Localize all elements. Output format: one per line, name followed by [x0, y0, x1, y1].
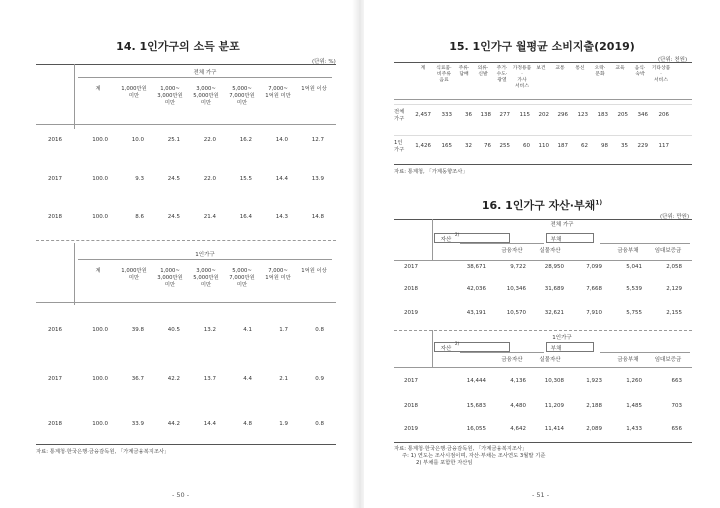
table14-cell: 9.3 — [135, 176, 144, 182]
table16-cell: 5,041 — [626, 264, 642, 270]
table14-col-header: 7,000~ 1억원 미만 — [265, 268, 291, 281]
table16-stub-divider-2 — [432, 330, 433, 367]
debt-label: 부채 — [550, 346, 562, 352]
table14-cell: 100.0 — [92, 176, 108, 182]
table15-cell: 36 — [465, 112, 472, 118]
table16-cell: 4,480 — [510, 403, 526, 409]
table14-cell: 44.2 — [167, 421, 180, 427]
table14-cell: 24.5 — [167, 214, 180, 220]
table16-cell: 16,055 — [466, 426, 486, 432]
table16-cell: 7,910 — [586, 310, 602, 316]
table16-cell: 28,950 — [544, 264, 564, 270]
table15-cell: 62 — [581, 143, 588, 149]
table16-cell: 703 — [671, 403, 682, 409]
table16-cell: 656 — [671, 426, 682, 432]
table14-col-header: 1,000~ 3,000만원 미만 — [157, 86, 183, 106]
table16-cell: 1,923 — [586, 378, 602, 384]
table16-unit: (단위: 만원) — [660, 214, 690, 220]
table14-col-header: 1,000만원 미만 — [121, 86, 147, 99]
table15-col-header: 기타상품· 서비스 — [651, 66, 671, 83]
table15-cell: 110 — [538, 143, 549, 149]
table15-cell: 35 — [621, 143, 628, 149]
table15-cell: 296 — [557, 112, 568, 118]
table16-year: 2018 — [404, 286, 418, 292]
fin-debt-label: 금융부채 — [617, 248, 639, 254]
table15-cell: 333 — [441, 112, 452, 118]
table14-cell: 21.4 — [203, 214, 216, 220]
lease-deposit-label: 임대보증금 — [654, 248, 682, 254]
table14-cell: 22.0 — [203, 137, 216, 143]
table16-cell: 1,485 — [626, 403, 642, 409]
table14-cell: 33.9 — [131, 421, 144, 427]
table15-cell: 138 — [480, 112, 491, 118]
table14-cell: 25.1 — [167, 137, 180, 143]
table15-cell: 187 — [557, 143, 568, 149]
table16-year: 2017 — [404, 264, 418, 270]
table14-cell: 2.1 — [279, 376, 288, 382]
table15-cell: 346 — [637, 112, 648, 118]
table15-cell: 60 — [523, 143, 530, 149]
table14-top-rule — [36, 64, 336, 65]
table16-title — [364, 197, 720, 213]
table15-cell: 277 — [499, 112, 510, 118]
table16-cell: 2,089 — [586, 426, 602, 432]
table15-row-rule — [394, 104, 692, 105]
table14-section2-label: 1인가구 — [195, 252, 215, 258]
table16-note-2: 2) 부채를 포함한 자산임 — [416, 460, 473, 466]
table16-cell: 38,671 — [466, 264, 486, 270]
table16-cell: 15,683 — [466, 403, 486, 409]
table14-year: 2017 — [48, 176, 62, 182]
debt-label: 부채 — [550, 237, 562, 243]
table14-cell: 0.8 — [315, 327, 324, 333]
table15-col-header: 음식· 숙박 — [634, 66, 646, 77]
table15-cell: 255 — [499, 143, 510, 149]
table16-cell: 14,444 — [466, 378, 486, 384]
table16-title-text: 16. 1인가구 자산·부채 — [481, 199, 596, 212]
table14-year: 2018 — [48, 214, 62, 220]
table14-cell: 16.4 — [239, 214, 252, 220]
table14-cell: 14.3 — [275, 214, 288, 220]
table14-cell: 16.2 — [239, 137, 252, 143]
assets-label: 자산 — [440, 237, 452, 243]
table16-cell: 43,191 — [466, 310, 486, 316]
table14-cell: 0.9 — [315, 376, 324, 382]
table15-cell: 205 — [617, 112, 628, 118]
table15-col-header: 통신 — [575, 66, 585, 71]
table14-cell: 40.5 — [167, 327, 180, 333]
table14-col-header: 1억원 이상 — [301, 86, 327, 92]
table14-col-header: 1억원 이상 — [301, 268, 327, 274]
table14-cell: 0.8 — [315, 421, 324, 427]
table14-cell: 10.0 — [131, 137, 144, 143]
table15-col-header: 오락· 문화 — [594, 66, 606, 77]
table14-group-rule-2 — [78, 259, 332, 260]
table16-cell: 9,722 — [510, 264, 526, 270]
real-assets-label: 실물자산 — [539, 248, 561, 254]
table15-col-header: 가정용품· 가사 서비스 — [512, 66, 532, 89]
table14-col-header: 계 — [95, 268, 101, 274]
table15-col-header: 교육 — [615, 66, 625, 71]
table14-cell: 4.1 — [243, 327, 252, 333]
debt-sub-rule — [600, 243, 690, 244]
table14-cell: 100.0 — [92, 137, 108, 143]
table14-year: 2016 — [48, 327, 62, 333]
table15-cell: 123 — [577, 112, 588, 118]
table14-cell: 100.0 — [92, 214, 108, 220]
table15-cell: 202 — [538, 112, 549, 118]
table16-cell: 4,136 — [510, 378, 526, 384]
table14-group-rule — [78, 77, 332, 78]
table14-cell: 8.6 — [135, 214, 144, 220]
left-page — [0, 0, 356, 508]
table15-cell: 206 — [658, 112, 669, 118]
table15-col-header: 식료품· 비주류 음료 — [436, 66, 452, 83]
table15-cell: 115 — [519, 112, 530, 118]
table16-year: 2017 — [404, 378, 418, 384]
table15-cell: 183 — [597, 112, 608, 118]
table15-cell: 76 — [484, 143, 491, 149]
table16-cell: 5,539 — [626, 286, 642, 292]
table15-source: 자료: 통계청, 「가계동향조사」 — [394, 169, 468, 175]
table14-col-header: 7,000~ 1억원 미만 — [265, 86, 291, 99]
table16-cell: 11,414 — [544, 426, 564, 432]
table14-cell: 14.8 — [311, 214, 324, 220]
lease-deposit-label: 임대보증금 — [654, 357, 682, 363]
table14-cell: 13.7 — [203, 376, 216, 382]
table15-title: 15. 1인가구 월평균 소비지출(2019) — [449, 40, 635, 53]
table14-col-header: 5,000~ 7,000만원 미만 — [229, 86, 255, 106]
table16-note-1: 주: 1) 연도는 조사시점이며, 자산·부채는 조사연도 3월말 기준 — [402, 453, 546, 459]
table15-row-label: 전체 가구 — [394, 109, 405, 122]
table16-cell: 2,155 — [666, 310, 682, 316]
table14-header2-bottom-rule — [36, 302, 336, 303]
table14-cell: 22.0 — [203, 176, 216, 182]
table16-cell: 32,621 — [544, 310, 564, 316]
table15-top-rule — [394, 62, 692, 63]
table16-cell: 2,188 — [586, 403, 602, 409]
table14-cell: 13.2 — [203, 327, 216, 333]
table16-year: 2019 — [404, 426, 418, 432]
fin-debt-label: 금융부채 — [617, 357, 639, 363]
page-number-right: - 51 - — [532, 491, 550, 499]
table15-col-header: 계 — [420, 66, 426, 71]
table14-section-divider — [36, 240, 336, 241]
table15-col-header: 의류· 신발 — [477, 66, 489, 77]
table14-cell: 4.8 — [243, 421, 252, 427]
table16-year: 2018 — [404, 403, 418, 409]
assets-sup: 2) — [454, 341, 460, 346]
table16-section1-label: 전체 가구 — [550, 222, 574, 228]
table15-header-rule — [394, 99, 692, 100]
table15-col-header: 주거· 수도· 광열 — [496, 66, 508, 83]
assets-label: 자산 — [440, 346, 452, 352]
table16-cell: 10,570 — [506, 310, 526, 316]
fin-assets-label: 금융자산 — [501, 248, 523, 254]
table14-cell: 39.8 — [131, 327, 144, 333]
table16-section-divider — [394, 330, 692, 331]
table16-cell: 42,036 — [466, 286, 486, 292]
table16-cell: 2,129 — [666, 286, 682, 292]
table15-col-header: 교통 — [555, 66, 565, 71]
table14-cell: 100.0 — [92, 327, 108, 333]
table14-source: 자료: 통계청·한국은행·금융감독원, 「가계금융복지조사」 — [36, 449, 170, 455]
table16-cell: 11,209 — [544, 403, 564, 409]
table14-col-header: 계 — [95, 86, 101, 92]
table15-row-rule — [394, 135, 692, 136]
table15-cell: 1,426 — [415, 143, 431, 149]
table14-cell: 42.2 — [167, 376, 180, 382]
table16-header2-rule — [394, 367, 692, 368]
table15-cell: 229 — [637, 143, 648, 149]
table14-year: 2017 — [48, 376, 62, 382]
table16-header-rule — [394, 260, 692, 261]
table16-stub-divider — [432, 219, 433, 260]
table15-cell: 32 — [465, 143, 472, 149]
table15-col-header: 주류· 담배 — [458, 66, 470, 77]
table14-year: 2016 — [48, 137, 62, 143]
table14-unit: (단위: %) — [312, 59, 336, 65]
table14-cell: 14.0 — [275, 137, 288, 143]
table16-cell: 4,642 — [510, 426, 526, 432]
table14-cell: 100.0 — [92, 376, 108, 382]
table16-cell: 1,433 — [626, 426, 642, 432]
table16-cell: 10,308 — [544, 378, 564, 384]
table15-cell: 2,457 — [415, 112, 431, 118]
table16-cell: 5,755 — [626, 310, 642, 316]
table14-cell: 36.7 — [131, 376, 144, 382]
table14-col-header: 1,000~ 3,000만원 미만 — [157, 268, 183, 288]
table16-cell: 31,689 — [544, 286, 564, 292]
table16-cell: 2,058 — [666, 264, 682, 270]
table14-cell: 15.5 — [239, 176, 252, 182]
table14-section1-label: 전체 가구 — [193, 70, 217, 76]
table16-cell: 1,260 — [626, 378, 642, 384]
table16-section2-label: 1인가구 — [552, 335, 572, 341]
table16-title-sup: 1) — [595, 199, 603, 207]
table14-cell: 100.0 — [92, 421, 108, 427]
table16-cell: 7,099 — [586, 264, 602, 270]
table14-cell: 1.7 — [279, 327, 288, 333]
assets-sup: 2) — [454, 232, 460, 237]
assets-sub-rule — [460, 243, 544, 244]
table14-cell: 24.5 — [167, 176, 180, 182]
table14-cell: 12.7 — [311, 137, 324, 143]
table14-col-header: 5,000~ 7,000만원 미만 — [229, 268, 255, 288]
table15-unit: (단위: 천원) — [658, 57, 688, 63]
fin-assets-label: 금융자산 — [501, 357, 523, 363]
table14-cell: 4.4 — [243, 376, 252, 382]
table14-bottom-rule — [36, 444, 336, 445]
table16-note-source: 자료: 통계청·한국은행·금융감독원, 「가계금융복지조사」 — [394, 446, 528, 452]
debt-sub-rule — [600, 352, 690, 353]
table14-year: 2018 — [48, 421, 62, 427]
table16-cell: 7,668 — [586, 286, 602, 292]
table14-title: 14. 1인가구의 소득 분포 — [116, 40, 240, 53]
table14-col-header: 3,000~ 5,000만원 미만 — [193, 86, 219, 106]
table15-cell: 165 — [441, 143, 452, 149]
table15-cell: 117 — [658, 143, 669, 149]
table15-cell: 98 — [601, 143, 608, 149]
table15-row-label: 1인 가구 — [394, 140, 405, 153]
table14-cell: 14.4 — [203, 421, 216, 427]
table16-cell: 10,346 — [506, 286, 526, 292]
assets-sub-rule — [460, 352, 544, 353]
table16-year: 2019 — [404, 310, 418, 316]
table14-col-header: 1,000만원 미만 — [121, 268, 147, 281]
real-assets-label: 실물자산 — [539, 357, 561, 363]
right-page — [364, 0, 720, 508]
table14-cell: 14.4 — [275, 176, 288, 182]
table16-cell: 663 — [671, 378, 682, 384]
table16-bottom-rule — [394, 442, 692, 443]
table14-col-header: 3,000~ 5,000만원 미만 — [193, 268, 219, 288]
table14-header-bottom-rule — [36, 124, 336, 125]
table14-cell: 1.9 — [279, 421, 288, 427]
table14-cell: 13.9 — [311, 176, 324, 182]
table15-col-header: 보건 — [536, 66, 546, 71]
table14-stub-divider-2 — [74, 243, 75, 305]
page-number-left: - 50 - — [172, 491, 190, 499]
table15-bottom-rule — [394, 164, 692, 165]
